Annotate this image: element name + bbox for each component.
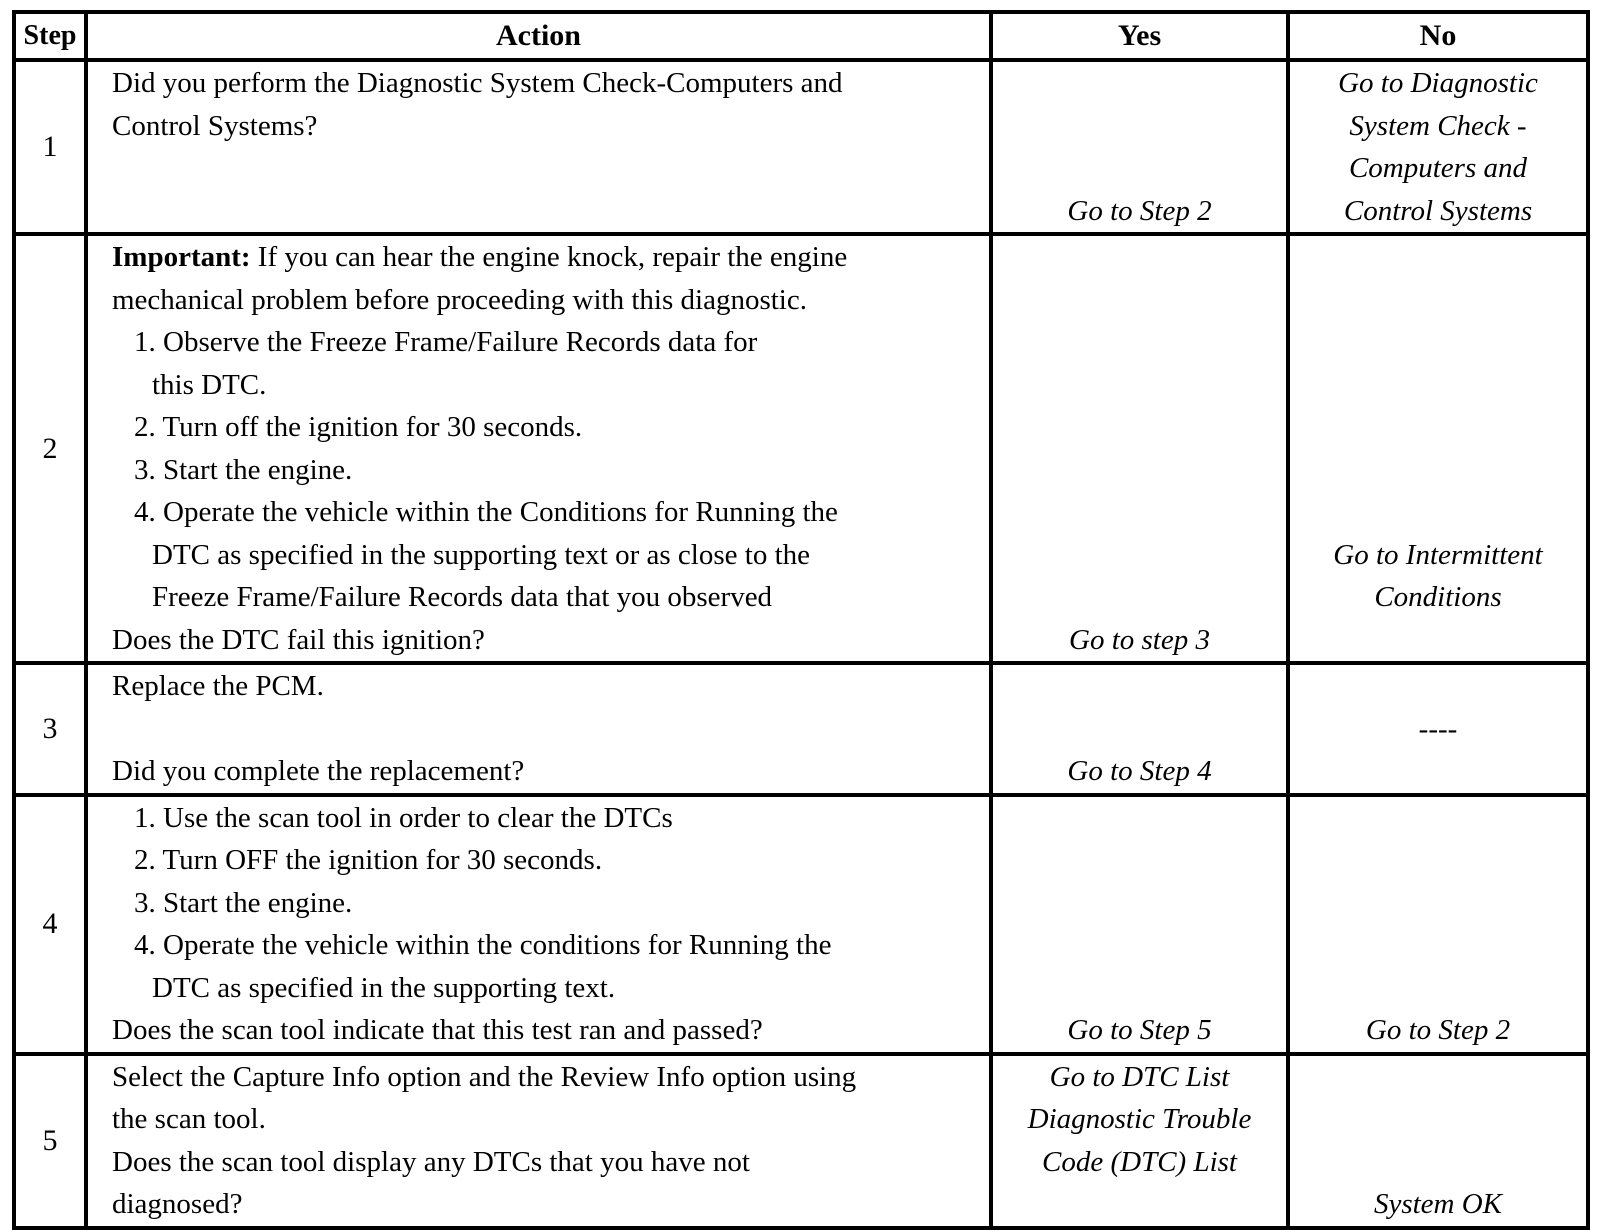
yes-link[interactable]: Code (DTC) List [1042,1145,1237,1178]
important-label: Important: [112,241,251,273]
no-link[interactable]: Conditions [1374,581,1502,613]
no-cell [1288,234,1588,663]
action-line [112,236,989,279]
no-text: System OK [1373,1188,1503,1220]
no-link[interactable]: System Check - [1349,109,1527,142]
yes-cell [991,795,1288,1054]
header-no: No [1288,12,1588,60]
table-row [14,795,1588,1054]
header-yes: Yes [991,12,1288,60]
action-line: Does the scan tool indicate that this test ran and passed? [112,1014,763,1046]
step-number: 5 [14,1054,86,1228]
table-row [14,1054,1588,1228]
no-link[interactable]: Go to Diagnostic [1338,67,1538,99]
action-line: 3. Start the engine. [134,453,353,486]
action-line: Did you perform the Diagnostic System Check-Computers and [112,67,843,99]
action-line: Did you complete the replacement? [112,755,525,787]
action-cell [86,1054,991,1228]
action-line: Does the scan tool display any DTCs that you have not [112,1145,750,1178]
action-line: 4. Operate the vehicle within the Conditions for Running the [134,496,838,528]
action-cell [86,795,991,1054]
yes-link[interactable]: Go to Step 2 [1067,194,1212,227]
diagnostic-table-frame [12,10,1586,1220]
no-link[interactable]: Go to Intermittent [1333,538,1543,571]
important-text: If you can hear the engine knock, repair the engine [250,241,848,273]
action-cell [86,60,991,234]
yes-cell [991,1054,1288,1228]
yes-cell [991,60,1288,234]
yes-cell [991,234,1288,663]
header-action: Action [86,12,991,60]
no-link[interactable]: Go to Step 2 [1365,1014,1511,1046]
step-number: 1 [14,60,86,234]
action-line: Does the DTC fail this ignition? [112,623,485,656]
yes-link[interactable]: Go to Step 5 [1067,1014,1212,1046]
action-line: DTC as specified in the supporting text or as close to the [152,538,810,571]
action-line: 2. Turn OFF the ignition for 30 seconds. [134,844,603,876]
no-text: ---- [1418,712,1458,745]
action-line: Replace the PCM. [112,670,324,702]
diagnostic-table [12,10,1590,1230]
no-cell [1288,60,1588,234]
action-line: 1. Observe the Freeze Frame/Failure Records data for [134,326,758,358]
action-cell [86,234,991,663]
step-number: 2 [14,234,86,663]
action-line: 3. Start the engine. [134,886,353,919]
no-cell [1288,663,1588,795]
no-cell [1288,795,1588,1054]
action-line: 4. Operate the vehicle within the conditions for Running the [134,929,832,961]
yes-link[interactable]: Go to DTC List [1049,1060,1230,1093]
action-line: 1. Use the scan tool in order to clear the DTCs [134,801,673,834]
action-line: DTC as specified in the supporting text. [152,971,616,1004]
action-line: Select the Capture Info option and the Review Info option using [112,1060,857,1093]
yes-link[interactable]: Go to step 3 [1069,623,1210,656]
action-line: this DTC. [152,368,267,401]
table-row [14,663,1588,795]
action-line [112,708,989,751]
table-row [14,60,1588,234]
yes-cell [991,663,1288,795]
action-line: Freeze Frame/Failure Records data that you observed [152,581,773,613]
action-line: 2. Turn off the ignition for 30 seconds. [134,411,583,443]
step-number: 4 [14,795,86,1054]
table-row [14,234,1588,663]
step-number: 3 [14,663,86,795]
action-line: the scan tool. [112,1103,266,1135]
spacer [1290,619,1586,662]
header-step: Step [14,12,86,60]
no-link[interactable]: Computers and [1348,152,1528,184]
header-row [14,12,1588,60]
no-link[interactable]: Control Systems [1343,194,1533,227]
action-line: diagnosed? [112,1188,243,1220]
action-line: Control Systems? [112,109,318,142]
action-cell [86,663,991,795]
yes-link[interactable]: Go to Step 4 [1067,755,1212,787]
yes-link[interactable]: Diagnostic Trouble [1027,1103,1252,1135]
no-cell [1288,1054,1588,1228]
action-line: mechanical problem before proceeding with this diagnostic. [112,283,807,316]
